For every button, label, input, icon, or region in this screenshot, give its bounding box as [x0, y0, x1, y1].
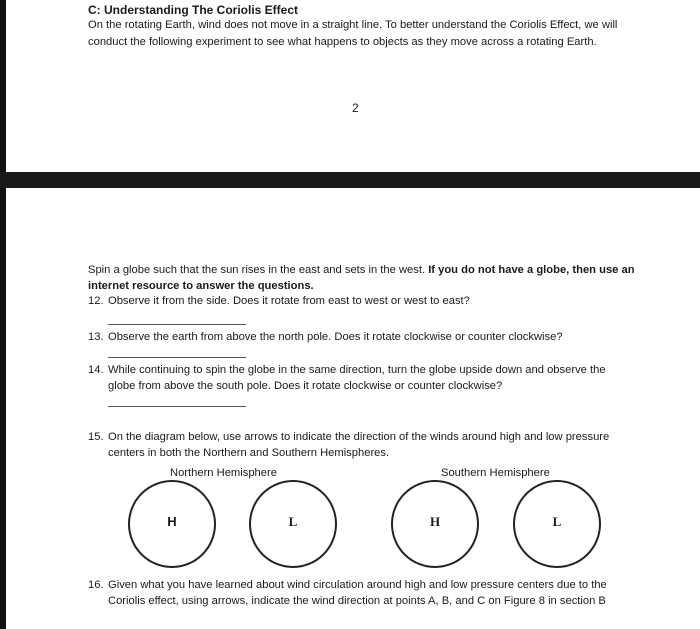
question-number: 16. [88, 579, 104, 591]
page-divider [0, 172, 700, 188]
question-text: On the diagram below, use arrows to indicate the direction of the winds around high and low pressure centers in both the Northern and Southern Hemispheres. [108, 431, 610, 459]
intro-paragraph: On the rotating Earth, wind does not move in a straight line. To better understand the Coriolis Effect, we will conduct the following experiment to see what happens to objects as they move across a rotating Earth. [88, 19, 618, 48]
instructions [88, 262, 648, 294]
page-edge [0, 0, 6, 629]
section-title: C: Understanding The Coriolis Effect [88, 3, 299, 17]
question-text: Observe it from the side. Does it rotate from east to west or west to east? [108, 295, 470, 307]
high-pressure-label: H [167, 514, 177, 529]
low-pressure-label: L [288, 514, 298, 529]
southern-low-pressure-circle[interactable] [513, 480, 601, 568]
question-number: 15. [88, 431, 104, 443]
answer-line-13[interactable] [108, 357, 246, 358]
low-pressure-label: L [552, 514, 562, 529]
southern-high-pressure-circle[interactable] [391, 480, 479, 568]
southern-hemisphere-label: Southern Hemisphere [441, 467, 550, 479]
high-pressure-label: H [429, 514, 441, 529]
question-text: Given what you have learned about wind circulation around high and low pressure centers due to the Coriolis effect, using arrows, indicate the wind direction at points A, B, and C on Figure 8 in section B [108, 579, 607, 607]
question-number: 13. [88, 331, 104, 343]
instructions-text: Spin a globe such that the sun rises in the east and sets in the west. [88, 264, 429, 276]
northern-low-pressure-circle[interactable] [249, 480, 337, 568]
answer-line-14[interactable] [108, 406, 246, 407]
question-text: Observe the earth from above the north pole. Does it rotate clockwise or counter clockwise? [108, 331, 563, 343]
question-number: 14. [88, 364, 104, 376]
answer-line-12[interactable] [108, 324, 246, 325]
question-number: 12. [88, 295, 104, 307]
instructions-bold: If you do not have a globe, then use an internet resource to answer the questions. [88, 264, 635, 292]
page-number: 2 [352, 101, 359, 115]
question-text: While continuing to spin the globe in the same direction, turn the globe upside down and observe the globe from above the south pole. Does it rotate clockwise or counter clockwise? [108, 364, 606, 392]
northern-high-pressure-circle[interactable] [128, 480, 216, 568]
northern-hemisphere-label: Northern Hemisphere [170, 467, 277, 479]
